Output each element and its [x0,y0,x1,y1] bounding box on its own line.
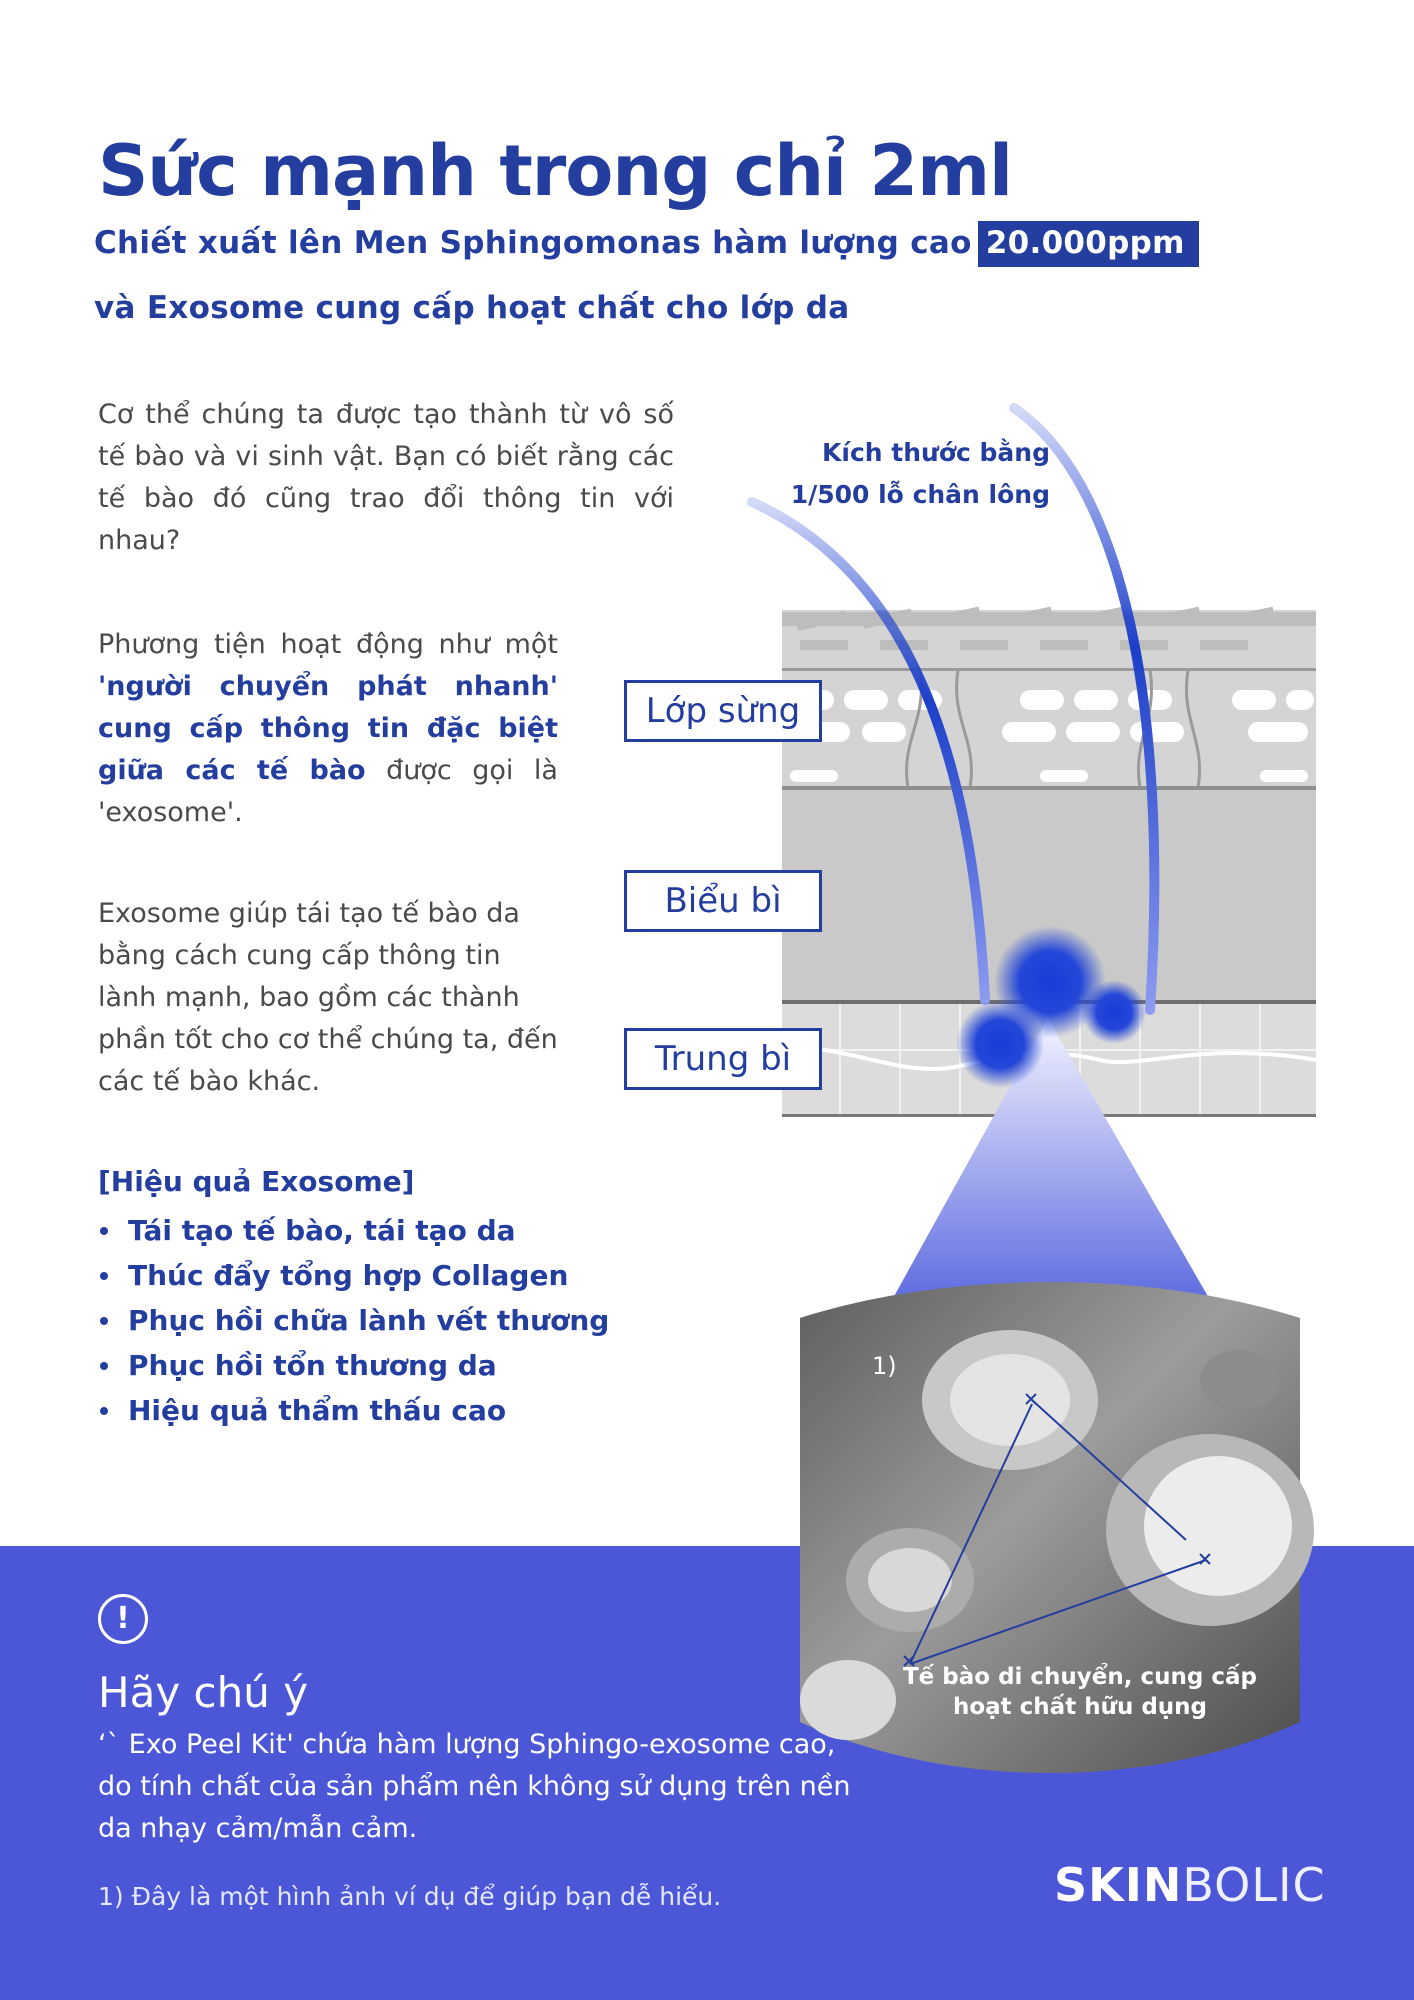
brand-bold: SKIN [1054,1858,1183,1912]
layer-label-stratum-corneum: Lớp sừng [624,680,822,742]
effects-title: [Hiệu quả Exosome] [98,1165,415,1198]
list-item: Phục hồi tổn thương da [98,1343,609,1388]
list-item: Hiệu quả thẩm thấu cao [98,1388,609,1433]
exosome-medium [956,1000,1044,1088]
cell-caption-line-2: hoạt chất hữu dụng [952,1694,1208,1720]
reference-mark: 1) [872,1352,897,1380]
cell-caption [890,1662,1270,1722]
ppm-highlight-badge: 20.000ppm [978,221,1199,267]
layer-label-dermis: Trung bì [624,1028,822,1090]
list-item: Thúc đẩy tổng hợp Collagen [98,1253,609,1298]
page-title: Sức mạnh trong chỉ 2ml [98,130,1013,212]
subtitle-line-2: và Exosome cung cấp hoạt chất cho lớp da [94,290,850,326]
size-note-line-1: Kích thước bằng [822,438,1050,467]
size-note-line-2: 1/500 lỗ chân lông [790,480,1050,509]
brand-light: BOLIC [1182,1858,1326,1912]
subtitle-text: Chiết xuất lên Men Sphingomonas hàm lượng cao [94,225,972,261]
notice-title: Hãy chú ý [98,1668,309,1717]
para2-start: Phương tiện hoạt động như một [98,629,558,660]
para2-bold: 'người chuyển phát nhanh' cung cấp thông tin đặc biệt giữa các tế bào [98,671,558,786]
size-note [760,432,1050,516]
exosome-small [1082,980,1146,1044]
list-item: Phục hồi chữa lành vết thương [98,1298,609,1343]
exosome-function-paragraph: Exosome giúp tái tạo tế bào da bằng cách cung cấp thông tin lành mạnh, bao gồm các thành phần tốt cho cơ thể chúng ta, đến các tế bào khác. [98,898,558,1097]
exclamation-circle-icon: ! [98,1594,148,1644]
notice-text: ‘` Exo Peel Kit' chứa hàm lượng Sphingo-exosome cao, do tính chất của sản phẩm nên không sử dụng trên nền da nhạy cảm/mẫn cảm. [98,1729,851,1844]
footnote: 1) Đây là một hình ảnh ví dụ để giúp bạn dễ hiểu. [98,1882,722,1911]
brand-logo [1054,1858,1326,1912]
layer-label-epidermis: Biểu bì [624,870,822,932]
list-item: Tái tạo tế bào, tái tạo da [98,1208,609,1253]
cell-caption-line-1: Tế bào di chuyển, cung cấp [902,1664,1257,1690]
para2-end: được gọi là 'exosome'. [98,755,558,828]
intro-paragraph: Cơ thể chúng ta được tạo thành từ vô số tế bào và vi sinh vật. Bạn có biết rằng các tế bào đó cũng trao đổi thông tin với nhau? [98,399,674,556]
